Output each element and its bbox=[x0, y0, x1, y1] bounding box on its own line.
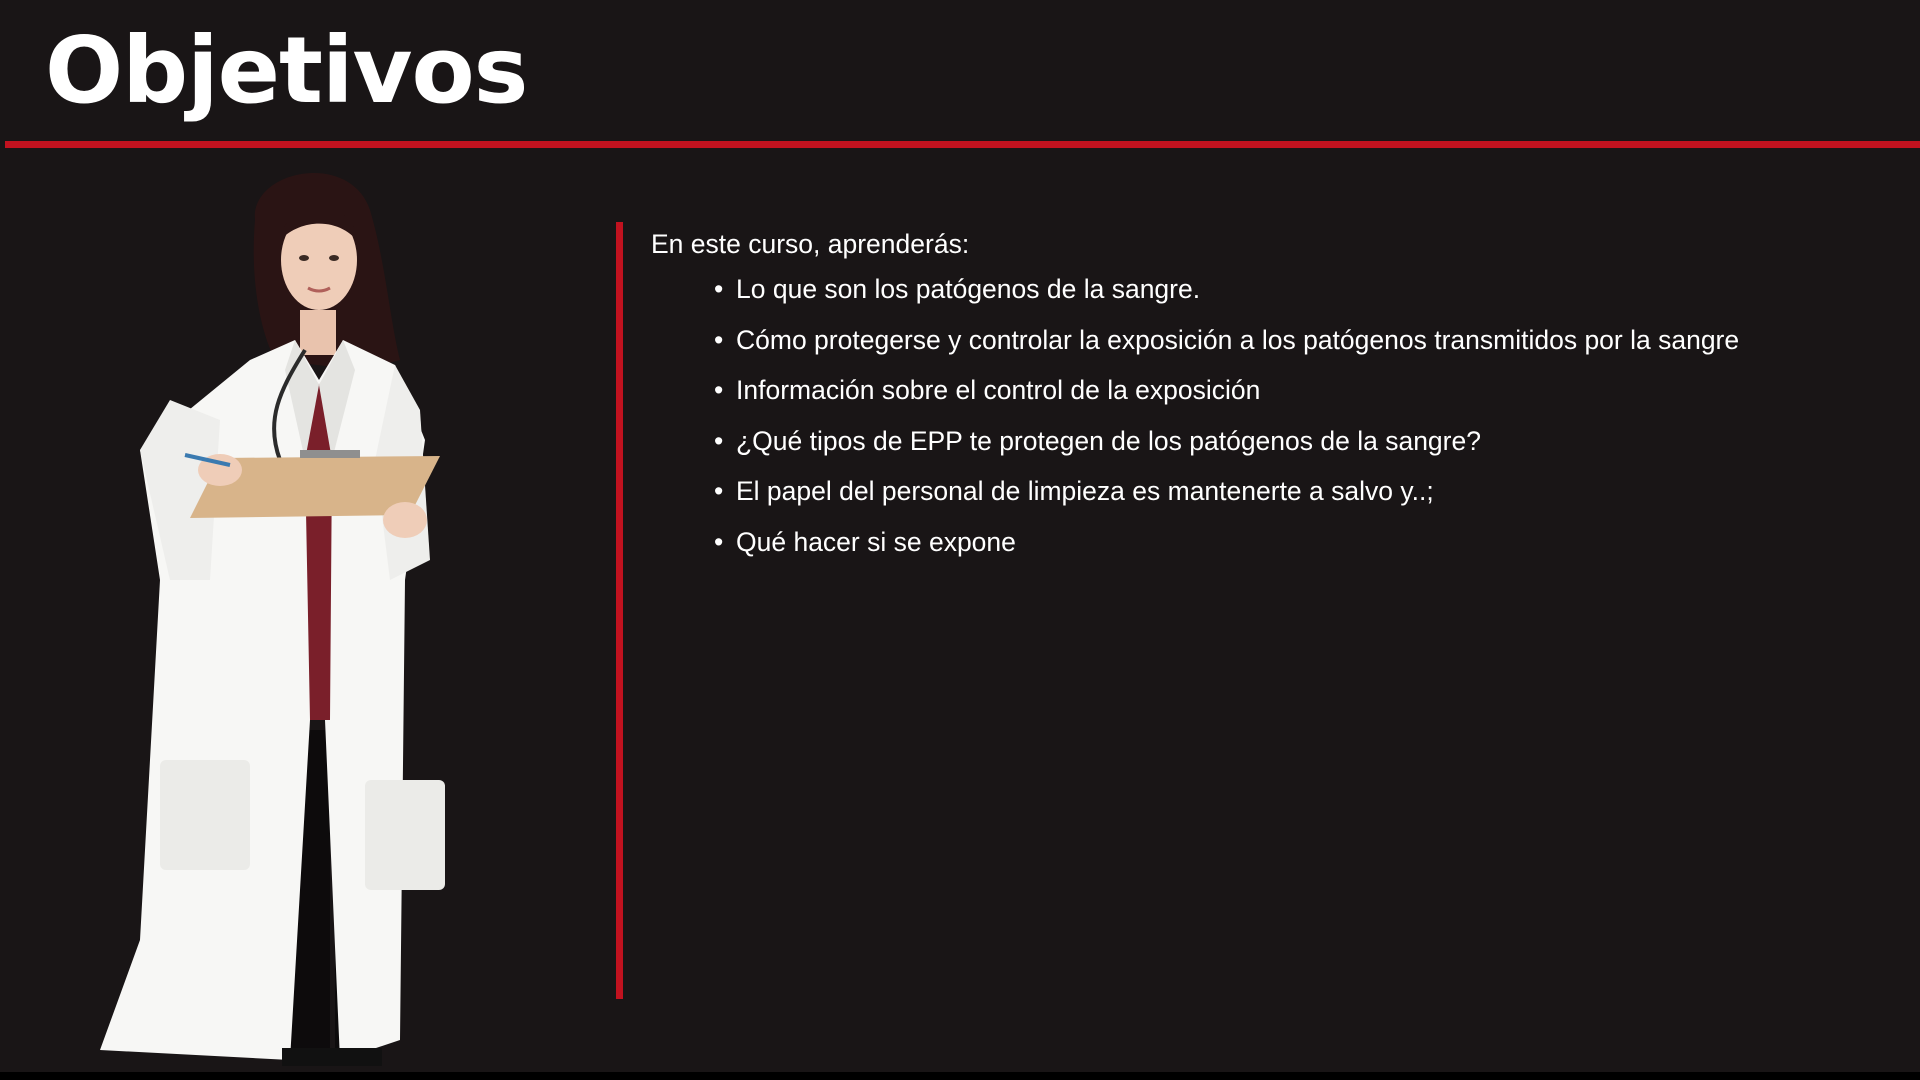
bottom-edge bbox=[0, 1072, 1920, 1080]
objective-text: ¿Qué tipos de EPP te protegen de los patógenos de la sangre? bbox=[736, 425, 1481, 456]
bullet-icon: • bbox=[714, 476, 724, 506]
bullet-icon: • bbox=[714, 324, 724, 355]
list-item bbox=[714, 322, 1781, 358]
list-item bbox=[714, 524, 1781, 560]
bullet-icon: • bbox=[714, 425, 724, 456]
title-underline bbox=[5, 141, 1920, 148]
objectives-panel bbox=[651, 226, 1781, 574]
slide-title: Objetivos bbox=[45, 17, 528, 124]
objectives-intro: En este curso, aprenderás: bbox=[651, 229, 970, 259]
list-item bbox=[714, 473, 1781, 509]
objective-text: Qué hacer si se expone bbox=[736, 526, 1016, 557]
objectives-list bbox=[651, 271, 1781, 560]
bullet-icon: • bbox=[714, 526, 724, 557]
list-item bbox=[714, 423, 1781, 459]
objective-text: El papel del personal de limpieza es mantenerte a salvo y..; bbox=[736, 476, 1434, 506]
objective-text: Lo que son los patógenos de la sangre. bbox=[736, 274, 1201, 304]
content-divider bbox=[616, 222, 623, 999]
objective-text: Información sobre el control de la exposición bbox=[736, 375, 1261, 405]
objective-text: Cómo protegerse y controlar la exposición a los patógenos transmitidos por la sangre bbox=[736, 324, 1740, 355]
list-item bbox=[714, 271, 1781, 307]
bullet-icon: • bbox=[714, 375, 724, 405]
list-item bbox=[714, 372, 1781, 408]
doctor-illustration bbox=[100, 160, 520, 1070]
bullet-icon: • bbox=[714, 274, 724, 304]
